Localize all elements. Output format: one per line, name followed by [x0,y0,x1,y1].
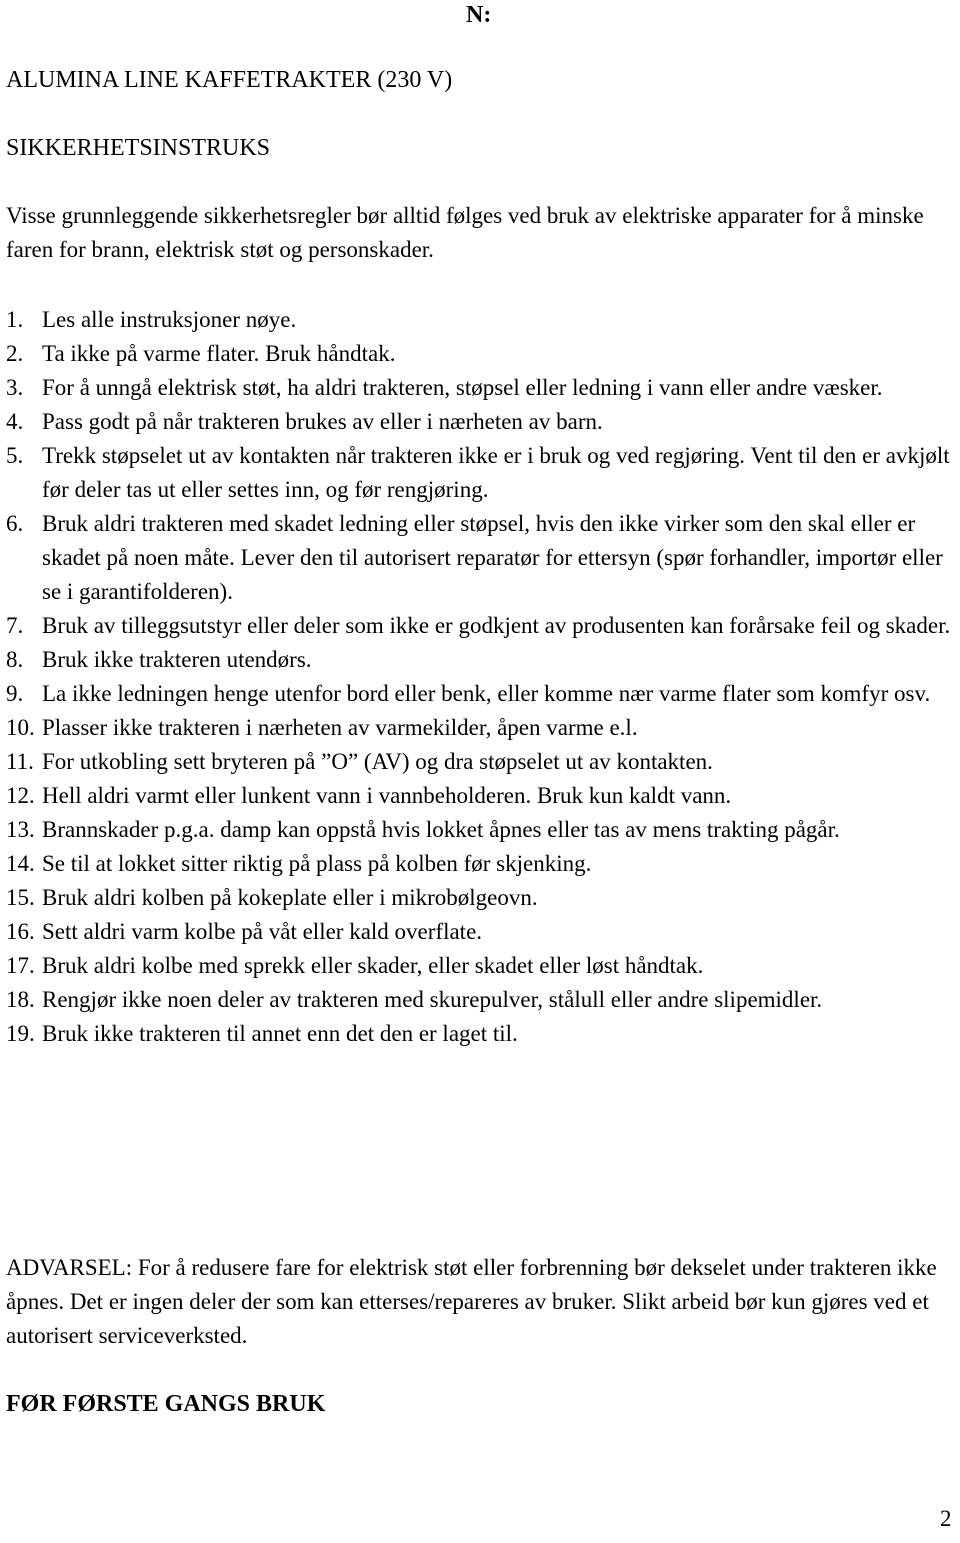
first-use-heading: FØR FØRSTE GANGS BRUK [6,1391,326,1417]
list-item [6,337,956,371]
item-number: 17. [6,953,35,978]
item-text: Se til at lokket sitter riktig på plass på kolben før skjenking. [42,851,592,876]
language-tag: N: [466,2,492,28]
item-text: For å unngå elektrisk støt, ha aldri trakteren, støpsel eller ledning i vann eller andre væsker. [42,375,883,400]
item-text: Bruk ikke trakteren utendørs. [42,647,312,672]
list-item [6,983,956,1017]
list-item [6,949,956,983]
intro-paragraph: Visse grunnleggende sikkerhetsregler bør alltid følges ved bruk av elektriske apparater for å minske faren for brann, elektrisk støt og personskader. [6,203,924,262]
item-number: 3. [6,375,24,400]
item-text: Pass godt på når trakteren brukes av eller i nærheten av barn. [42,409,603,434]
item-text: Ta ikke på varme flater. Bruk håndtak. [42,341,396,366]
item-text: Bruk aldri kolbe med sprekk eller skader, eller skadet eller løst håndtak. [42,953,704,978]
item-text: Bruk aldri trakteren med skadet ledning eller støpsel, hvis den ikke virker som den skal eller er skadet på noen måte. Lever den til autorisert reparatør for ettersyn (spør forhandler, importør eller se i garantifolderen). [42,511,943,604]
item-text: Sett aldri varm kolbe på våt eller kald overflate. [42,919,483,944]
list-item [6,507,956,609]
list-item [6,677,956,711]
item-number: 4. [6,409,24,434]
item-text: Les alle instruksjoner nøye. [42,307,297,332]
item-number: 10. [6,715,35,740]
item-text: For utkobling sett bryteren på ”O” (AV) og dra støpselet ut av kontakten. [42,749,713,774]
list-item [6,847,956,881]
warning-paragraph: ADVARSEL: For å redusere fare for elektrisk støt eller forbrenning bør dekselet under trakteren ikke åpnes. Det er ingen deler der som kan etterses/repareres av bruker. Slikt arbeid bør kun gjøres ved et autorisert serviceverksted. [6,1255,937,1348]
item-text: Brannskader p.g.a. damp kan oppstå hvis lokket åpnes eller tas av mens trakting pågår. [42,817,840,842]
safety-heading: SIKKERHETSINSTRUKS [6,135,271,161]
item-number: 6. [6,511,24,536]
item-text: Trekk støpselet ut av kontakten når trakteren ikke er i bruk og ved regjøring. Vent til den er avkjølt før deler tas ut eller settes inn, og før rengjøring. [42,443,950,502]
list-item [6,609,956,643]
item-text: Bruk av tilleggsutstyr eller deler som ikke er godkjent av produsenten kan forårsake feil og skader. [42,613,951,638]
list-item [6,405,956,439]
item-number: 15. [6,885,35,910]
item-number: 19. [6,1021,35,1046]
item-number: 12. [6,783,35,808]
item-number: 18. [6,987,35,1012]
list-item [6,915,956,949]
list-item [6,439,956,507]
item-number: 7. [6,613,24,638]
item-number: 14. [6,851,35,876]
list-item [6,779,956,813]
item-text: Bruk ikke trakteren til annet enn det den er laget til. [42,1021,518,1046]
item-number: 5. [6,443,24,468]
item-number: 8. [6,647,24,672]
item-number: 2. [6,341,24,366]
list-item [6,881,956,915]
item-number: 9. [6,681,24,706]
list-item [6,643,956,677]
list-item [6,813,956,847]
item-text: Plasser ikke trakteren i nærheten av varmekilder, åpen varme e.l. [42,715,638,740]
item-text: Rengjør ikke noen deler av trakteren med skurepulver, stålull eller andre slipemidler. [42,987,823,1012]
item-text: Hell aldri varmt eller lunkent vann i vannbeholderen. Bruk kun kaldt vann. [42,783,732,808]
item-number: 16. [6,919,35,944]
item-text: Bruk aldri kolben på kokeplate eller i mikrobølgeovn. [42,885,538,910]
list-item [6,711,956,745]
page-number: 2 [940,1506,952,1531]
list-item [6,303,956,337]
item-number: 1. [6,307,24,332]
item-number: 13. [6,817,35,842]
document-title: ALUMINA LINE KAFFETRAKTER (230 V) [6,67,453,93]
list-item [6,371,956,405]
item-number: 11. [6,749,34,774]
list-item [6,745,956,779]
safety-instructions-list [6,303,956,1051]
list-item [6,1017,956,1051]
item-text: La ikke ledningen henge utenfor bord eller benk, eller komme nær varme flater som komfyr osv. [42,681,931,706]
